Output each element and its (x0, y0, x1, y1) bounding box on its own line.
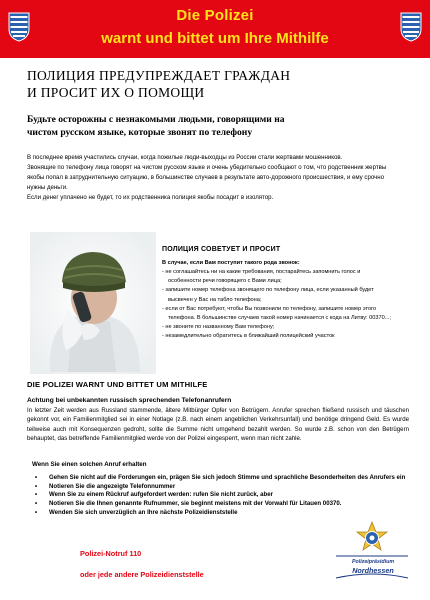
header-title-line1: Die Polizei (176, 7, 254, 24)
list-item: • Wenn Sie zu einem Rückruf aufgefordert werden: rufen Sie nicht zurück, aber (33, 491, 408, 500)
russian-advice-list (162, 268, 394, 342)
russian-advice-title: ПОЛИЦИЯ СОВЕТУЕТ И ПРОСИТ (162, 246, 281, 253)
russian-subheading-line1: Будьте осторожны с незнакомыми людьми, говорящими на (27, 114, 285, 125)
russian-heading-line1: ПОЛИЦИЯ ПРЕДУПРЕЖДАЕТ ГРАЖДАН (27, 68, 291, 83)
header-title-line2: warnt und bittet um Ihre Mithilfe (101, 30, 329, 47)
list-item: - не соглашайтесь ни на какие требования, постарайтесь запомнить голос и особенности речи говорящего с Вами лица; (162, 269, 361, 285)
russian-advice-lead: В случае, если Вам поступит такого рода звонок: (162, 260, 300, 266)
list-item: - если от Вас потребуют, чтобы Вы позвонили по телефону, запишите номер этого телефона. В большинстве случаев такой номер начинается с кода на Литву: 00370...; (162, 305, 391, 322)
logo-text-line2: Nordhessen (352, 566, 394, 575)
police-star-badge-icon (332, 520, 412, 592)
russian-intro (27, 153, 392, 203)
list-item: - не звоните по названному Вам телефону; (162, 324, 275, 331)
list-item: - запишите номер телефона звонящего по телефону лица, если указанный будет высвечен у Вас на табло телефона; (162, 287, 374, 303)
russian-heading (27, 67, 387, 101)
russian-subheading-line2: чистом русском языке, которые звонят по телефону (27, 127, 253, 138)
german-question: Wenn Sie einen solchen Anruf erhalten (32, 461, 147, 468)
german-body-text: In letzter Zeit werden aus Russland stammende, ältere Mitbürger Opfer von Betrügern. Anrufer sprechen fließend russisch und täuschen gekonnt vor, ein Familienmitglied sei in einer Notlage (z.B. nach einem angeblichen Verkehrsunfall) und benötige dringend Geld. Es wurde teilweise auch mit Konsequenzen gedroht, sollte die Summe nicht umgehend bezahlt werden. So wurde z.B. schon von den Betrügern behauptet, das betreffende Familienmitglied werde von der Polizei eingesperrt, wenn man nicht zahle. (27, 407, 409, 443)
list-item: • Notieren Sie die Ihnen genannte Rufnummer, sie beginnt meistens mit der Vorwahl für Litauen 00370. (33, 500, 408, 509)
german-subheading: Achtung bei unbekannten russisch sprechenden Telefonanrufern (27, 397, 232, 404)
list-item: - незамедлительно обратитесь в ближайший полицейский участок (162, 333, 335, 340)
russian-subheading (27, 113, 387, 139)
german-heading: DIE POLIZEI WARNT UND BITTET UM MITHILFE (27, 380, 208, 389)
russian-intro-paragraph: Если денег уплачено не будет, то их родственника полиция якобы посадит в изолятор. (27, 194, 274, 201)
logo-text-line1: Polizeipräsidium (351, 559, 395, 565)
other-police-station-text: oder jede andere Polizeidienststelle (80, 570, 204, 579)
hessen-lion-crest-icon (400, 12, 422, 42)
emergency-number: Polizei-Notruf 110 (80, 549, 142, 558)
russian-intro-paragraph: Звонящие по телефону лица говорят на чистом русском языке и очень убедительно сообщают о том, что родственник жертвы якобы попал в затруднительную ситуацию, в большинстве случаев в результате авто-дорожного происшествия, и ему срочно нужны деньги. (27, 164, 387, 191)
phone-caller-photo (30, 232, 156, 374)
list-item: • Notieren Sie die angezeigte Telefonnummer (33, 483, 408, 492)
list-item: • Gehen Sie nicht auf die Forderungen ein, prägen Sie sich jedoch Stimme und sprachliche Besonderheiten des Anrufers ein (33, 474, 408, 483)
german-advice-list (33, 474, 408, 518)
russian-intro-paragraph: В последнее время участились случаи, когда пожилые люди-выходцы из России стали жертвами мошенников. (27, 154, 343, 161)
list-item: • Wenden Sie sich unverzüglich an Ihre nächste Polizeidienststelle (33, 509, 408, 518)
russian-heading-line2: И ПРОСИТ ИХ О ПОМОЩИ (27, 85, 205, 100)
header-banner (0, 0, 430, 58)
